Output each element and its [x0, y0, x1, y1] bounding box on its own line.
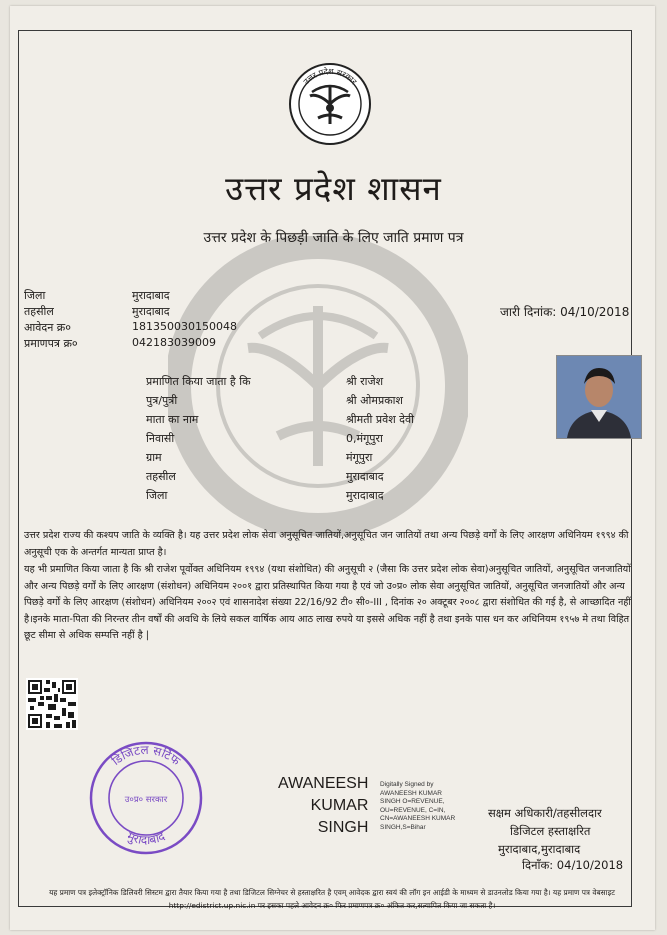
signer-name-line3: SINGH	[317, 819, 369, 836]
application-no-value: 181350030150048	[132, 320, 237, 333]
officer-date: दिनाँक: 04/10/2018	[522, 858, 624, 872]
footer-note: यह प्रमाण पत्र इलेक्ट्रॉनिक डिलिवरी सिस्टम द्वारा तैयार किया गया है तथा डिजिटल सिग्नेचर से हस्ताक्षरित है एवम् आवेदक द्वारा स्वयं की लॉग इन आईडी के माध्यम से डाउनलोड किया गया है। यह प्रमाण पत्र वेबसाइट http://edistrict.up.nic.in पर इसका पहले आवेदन क्र० फिर प्रमाणपत्र क्र० अंकित कर,सत्यापित किया जा सकता है।	[49, 888, 615, 910]
page-title: उत्तर प्रदेश शासन	[225, 169, 442, 208]
detail-label: प्रमाणित किया जाता है कि	[146, 375, 251, 388]
signer-name-line2: KUMAR	[310, 797, 369, 814]
signer-name	[278, 773, 368, 839]
signature-meta-line: AWANEESH KUMAR	[380, 789, 442, 797]
svg-text:डिजिटल सर्टिफ	[109, 743, 183, 769]
signer-name-line1: AWANEESH	[278, 775, 369, 792]
certificate-subtitle: उत्तर प्रदेश के पिछड़ी जाति के लिए जाति प्रमाण पत्र	[203, 230, 464, 246]
detail-value: श्री राजेश	[346, 375, 384, 388]
detail-label: ग्राम	[146, 451, 162, 464]
detail-label: पुत्र/पुत्री	[146, 394, 178, 407]
detail-value: 0,मंगूपुरा	[346, 432, 383, 445]
detail-value: मंगूपुरा	[346, 451, 373, 464]
officer-designation: सक्षम अधिकारी/तहसीलदार	[488, 806, 602, 820]
detail-label: जिला	[146, 489, 168, 502]
signature-meta-line: SINGH O=REVENUE,	[380, 798, 445, 805]
signature-meta-line: OU=REVENUE, C=IN,	[380, 806, 446, 814]
tehsil-label: तहसील	[24, 305, 54, 318]
signature-meta-line: SINGH,S=Bihar	[380, 823, 426, 831]
officer-place: मुरादाबाद,मुरादाबाद	[498, 842, 581, 856]
seal-middle-text: उ०प्र० सरकार	[124, 795, 168, 805]
detail-value: श्री ओमप्रकाश	[346, 394, 404, 407]
official-seal	[88, 740, 204, 856]
officer-signed: डिजिटल हस्ताक्षरित	[510, 824, 591, 838]
signature-meta-line: CN=AWANEESH KUMAR	[380, 815, 456, 822]
tehsil-value: मुरादाबाद	[132, 305, 170, 318]
seal-top-text: डिजिटल सर्टिफ	[109, 742, 183, 769]
application-no-label: आवेदन क्र०	[24, 321, 71, 334]
detail-label: तहसील	[146, 470, 176, 483]
emblem-text: उत्तर प्रदेश सरकार	[301, 66, 359, 87]
creamy-layer-statement: यह भी प्रमाणित किया जाता है कि श्री राजेश पूर्वोक्त अधिनियम १९९४ (यथा संशोधित) की अनुसूची २ (जैसा कि उत्तर प्रदेश लोक सेवा)अनुसूचित जातियों, अनुसूचित जनजातियों और अन्य पिछड़े वर्गों के लिए आरक्षण (संशोधन) अधिनियम २००१ द्वारा प्रतिस्थापित किया गया है एवं जो उ०प्र० लोक सेवा अनुसूचित जातियों, अनुसूचित जनजातियों और अन्य पिछड़े वर्गों के लिए आरक्षण (संशोधन) अधिनियम २००२ एवं शासनादेश संख्या 22/16/92 टी० सी०-III , दिनांक २० अक्टूबर २००८ द्वारा संशोधित की गई है, से आच्छादित नहीं है।इनके माता-पिता की निरन्तर तीन वर्षों की अवधि के लिये सकल वार्षिक आय आठ लाख रुपये या इससे अधिक नहीं है तथा इनके पास धन कर अधिनियम १९५७ मे तथा विहित छूट सीमा से अधिक सम्पत्ति नहीं है |	[24, 564, 631, 641]
signature-meta-line: Digitally Signed by	[380, 781, 434, 788]
detail-label: निवासी	[146, 432, 175, 445]
certificate-no-value: 042183039009	[132, 336, 216, 349]
applicant-photo	[556, 355, 642, 439]
seal-bottom-text: मुरादाबाद	[125, 828, 167, 848]
caste-statement: उत्तर प्रदेश राज्य की कश्यप जाति के व्यक्ति है। यह उत्तर प्रदेश लोक सेवा अनुसूचित जातियों,अनुसूचित जन जातियों तथा अन्य पिछड़े वर्गों के लिए आरक्षण अधिनियम १९९४ की अनुसूची एक के अन्तर्गत मान्यता प्राप्त है।	[24, 530, 629, 558]
certificate-no-label: प्रमाणपत्र क्र०	[24, 337, 78, 350]
detail-label: माता का नाम	[146, 413, 199, 426]
issue-date: जारी दिनांक: 04/10/2018	[500, 305, 630, 319]
svg-text:मुरादाबाद	[125, 829, 168, 847]
digital-signature-details	[380, 781, 455, 832]
detail-value: श्रीमती प्रवेश देवी	[346, 413, 414, 426]
detail-value: मुरादाबाद	[346, 470, 384, 483]
detail-value: मुरादाबाद	[346, 489, 384, 502]
district-value: मुरादाबाद	[132, 289, 170, 302]
up-emblem	[288, 62, 372, 146]
district-label: जिला	[24, 289, 46, 302]
qr-code	[26, 678, 78, 730]
